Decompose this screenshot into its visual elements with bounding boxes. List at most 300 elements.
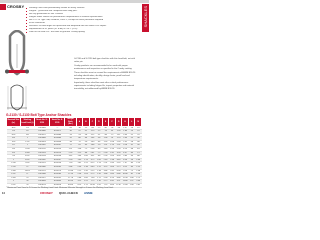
note-paragraph: Importantly, these shackles meet other critical performance requirements including fatigue life, impact properties and material traceability, not addressed by ASME B30.26. — [74, 82, 135, 90]
table-cell: 6.56 — [123, 158, 127, 161]
table-cell: 5.00 — [103, 176, 108, 179]
table-cell: .63 — [84, 144, 88, 147]
column-header: Nominal Size (in.) — [7, 118, 21, 127]
table-cell: .31 — [136, 133, 140, 136]
table-cell: .50 — [136, 144, 140, 147]
table-cell: 1019480 — [50, 133, 65, 137]
table-cell: .44 — [130, 151, 133, 154]
table-cell: 2.00 — [84, 176, 88, 179]
table-cell: 2.91 — [103, 162, 108, 165]
table-cell: .63 — [130, 162, 133, 165]
table-cell: 7/8 — [7, 155, 21, 159]
note-paragraph: Crosby products are recommended to be used with proper maintenance and inspection as specified in the Crosby catalog. — [74, 65, 133, 70]
table-cell: 3.31 — [110, 169, 114, 172]
table-cell: 13.68 — [122, 180, 128, 183]
table-cell: .53 — [78, 133, 81, 136]
table-cell: 4.19 — [110, 176, 114, 179]
table-cell: 3/16 — [7, 126, 21, 130]
section-tab[interactable] — [142, 4, 149, 32]
table-cell: 1019524 — [34, 151, 49, 155]
table-cell: 3.50 — [116, 151, 121, 154]
table-cell: .38 — [130, 148, 133, 151]
table-cell: 1019533 — [34, 155, 49, 159]
table-cell: .31 — [130, 144, 133, 147]
table-cell: .66 — [78, 137, 81, 140]
table-cell: 12 — [20, 166, 34, 170]
column-header: H — [122, 118, 129, 127]
table-footnote: * Maximum Proof Load is 2.0 times the Working Load Limit. Minimum Ultimate Strength is 6 times the Working Load Limit. — [6, 187, 114, 189]
table-cell: 1.44 — [77, 155, 82, 158]
shackle-drawing — [4, 30, 30, 82]
table-cell: .16 — [130, 126, 133, 129]
table-cell: 1.28 — [116, 130, 121, 133]
table-cell: 1.78 — [116, 137, 121, 140]
table-cell: 2.62 — [136, 184, 141, 186]
table-cell: 1019551 — [34, 162, 49, 166]
table-cell: 1.44 — [90, 137, 95, 140]
table-cell: .91 — [110, 137, 114, 140]
table-cell: .81 — [130, 173, 133, 176]
spec-item: Hot Dip galvanized or Self Colored. — [26, 13, 136, 16]
table-cell: 1.31 — [103, 144, 108, 147]
footer-logo-crosby: CROSBY — [40, 191, 53, 195]
table-cell: 1019613 — [34, 184, 49, 188]
table-cell: 6.38 — [116, 169, 121, 172]
table-cell: 35 — [20, 180, 34, 184]
table-cell: .50 — [97, 144, 101, 147]
column-header: B — [83, 118, 90, 127]
table-cell: 1019498 — [50, 140, 65, 144]
table-cell: 8.86 — [116, 176, 121, 179]
table-title: G-2130 / S-2130 Bolt Type Anchor Shackles — [6, 113, 72, 117]
table-cell: 1/2 — [7, 144, 21, 148]
table-cell: 3.88 — [103, 173, 108, 176]
table-cell: 2 — [7, 180, 21, 184]
table-cell: 7.75 — [90, 180, 95, 183]
brand-logo — [0, 4, 25, 10]
table-cell: .44 — [97, 140, 101, 143]
column-header: Stock No. G-2130 — [34, 118, 49, 127]
table-cell: 1019484 — [34, 137, 49, 141]
table-cell: .19 — [136, 126, 140, 129]
column-header: E — [102, 118, 109, 127]
table-cell: .56 — [130, 158, 133, 161]
footer-logos — [40, 190, 110, 196]
table-cell: 1.00 — [129, 176, 134, 179]
spec-item: Look for the Red Pin - the mark of genuine Crosby quality. — [26, 31, 136, 34]
table-cell: 1019466 — [34, 130, 49, 134]
table-cell: 1.25 — [84, 162, 88, 165]
table-cell: .61 — [110, 130, 114, 133]
spec-item: Working Load Limit permanently shown on every shackle. — [26, 7, 136, 10]
table-cell: 12.87 — [116, 184, 121, 186]
table-cell: 2.00 — [103, 151, 108, 154]
table-cell: 2.38 — [90, 148, 95, 151]
table-cell: .19 — [65, 133, 76, 137]
spec-item: Forged - Quenched and Tempered with alloy pins. — [26, 10, 136, 13]
table-cell: 1.81 — [77, 162, 82, 165]
table-cell: 4.69 — [116, 158, 121, 161]
table-cell: 4-3/4 — [20, 151, 34, 155]
table-cell: 1.84 — [123, 130, 127, 133]
footer-logo-quic-check: QUIC-CHECK — [58, 191, 79, 195]
table-cell: 83.00 — [65, 184, 76, 188]
table-header-row — [7, 118, 142, 127]
table-cell: 1019515 — [34, 148, 49, 152]
table-cell: 6-1/2 — [20, 155, 34, 159]
table-cell: 1019507 — [50, 144, 65, 148]
spec-item: requirements of 42 joules (31 ft-lbf) at -20 C (-4 F). — [26, 28, 136, 31]
table-cell: 1.50 — [97, 173, 101, 176]
table-cell: 1.06 — [77, 148, 82, 151]
table-cell: 4.03 — [116, 155, 121, 158]
table-cell: .88 — [97, 155, 101, 158]
table-cell: 3.31 — [90, 155, 95, 158]
table-cell: .19 — [97, 126, 101, 129]
section-tab-label: SHACKLES — [143, 6, 148, 28]
table-cell: 2.75 — [84, 184, 88, 186]
table-cell: 1.22 — [90, 133, 95, 136]
table-cell: .63 — [136, 148, 140, 151]
table-cell: 2 — [20, 144, 34, 148]
table-cell: 2.28 — [103, 155, 108, 158]
table-cell: 27.78 — [65, 176, 76, 180]
table-cell: 3.28 — [123, 144, 127, 147]
table-cell: 1.50 — [110, 148, 114, 151]
table-cell: 1.25 — [77, 151, 82, 154]
table-cell: 1019493 — [34, 140, 49, 144]
table-cell: 1.13 — [90, 130, 95, 133]
table-cell: 1.69 — [103, 148, 108, 151]
table-cell: 1.25 — [136, 166, 141, 169]
table-cell: 1.25 — [97, 166, 101, 169]
table-cell: .63 — [97, 148, 101, 151]
table-cell: 1.00 — [84, 155, 88, 158]
table-cell: 1.50 — [136, 173, 141, 176]
table-cell: 5/16 — [7, 133, 21, 137]
table-cell: .10 — [65, 130, 76, 134]
table-cell: 1.75 — [136, 176, 141, 179]
table-cell: 1-1/2 — [20, 140, 34, 144]
table-cell: 2.10 — [97, 180, 101, 183]
page-number: 14 — [2, 192, 5, 195]
table-cell: 1.06 — [110, 140, 114, 143]
table-cell: 1.13 — [97, 162, 101, 165]
table-cell: 1.38 — [84, 166, 88, 169]
table-cell: 1019542 — [34, 158, 49, 162]
table-cell: 1.81 — [110, 151, 114, 154]
table-cell: 1-3/8 — [7, 169, 21, 173]
table-cell: 1/3 — [20, 126, 34, 130]
table-cell: 3.66 — [103, 169, 108, 172]
table-cell: 7.47 — [123, 162, 127, 165]
table-cell: 1019609 — [50, 180, 65, 184]
table-cell: 3.75 — [90, 158, 95, 161]
table-cell: 1.47 — [123, 126, 127, 129]
table-cell: 3/4 — [7, 151, 21, 155]
table-cell: 1.69 — [77, 158, 82, 161]
table-cell: 4.81 — [110, 180, 114, 183]
table-cell: 17.50 — [65, 173, 76, 177]
table-cell: 2.00 — [136, 180, 141, 183]
table-cell: 2.09 — [123, 133, 127, 136]
column-header: L — [128, 118, 135, 127]
table-cell: 13-1/2 — [20, 169, 34, 173]
table-body — [7, 126, 142, 187]
table-cell: 1.00 — [97, 158, 101, 161]
spec-item: Fatigue rated. Meets the performance requirements of Federal Specification — [26, 16, 136, 19]
table-cell: 2.25 — [84, 180, 88, 183]
table-cell: 1-1/4 — [7, 166, 21, 170]
table-cell: .88 — [84, 151, 88, 154]
table-cell: 2.69 — [103, 158, 108, 161]
table-cell: 4.69 — [90, 166, 95, 169]
table-cell: 6.00 — [110, 184, 114, 186]
table-cell: 1019489 — [50, 137, 65, 141]
spec-list — [26, 7, 136, 34]
table-cell: .75 — [97, 151, 101, 154]
brand-mark — [0, 4, 6, 10]
table-cell: 5/8 — [7, 148, 21, 152]
table-cell: 1.69 — [90, 140, 95, 143]
table-cell: .31 — [97, 133, 101, 136]
table-cell: 6.88 — [116, 173, 121, 176]
table-cell: .22 — [130, 133, 133, 136]
table-cell: 17.84 — [122, 184, 128, 186]
table-cell: 1019588 — [34, 173, 49, 177]
table-cell: 1019597 — [34, 176, 49, 180]
table-cell: 17 — [20, 173, 34, 177]
table-cell: .81 — [78, 144, 81, 147]
table-cell: 2.25 — [77, 169, 82, 172]
table-cell: 1-3/4 — [7, 176, 21, 180]
table-cell: 1 — [7, 158, 21, 162]
notes-block — [74, 58, 140, 92]
footer-logo-asme: ASME — [84, 191, 93, 195]
table-cell: 4.19 — [123, 148, 127, 151]
table-cell: 2.03 — [116, 140, 121, 143]
table-cell: 1.38 — [97, 169, 101, 172]
table-cell: 1019574 — [50, 169, 65, 173]
table-cell: 3.63 — [110, 173, 114, 176]
table-cell: 41.00 — [65, 180, 76, 184]
table-cell: 1019583 — [50, 173, 65, 177]
table-cell: .38 — [97, 137, 101, 140]
column-header: Weight Each (lbs.) — [65, 118, 76, 127]
table-cell: 1.63 — [84, 173, 88, 176]
table-cell: 2.62 — [97, 184, 101, 186]
table-cell: 1019547 — [50, 158, 65, 162]
table-cell: 1019565 — [50, 166, 65, 170]
table-cell: 3/8 — [7, 137, 21, 141]
table-cell: .31 — [84, 130, 88, 133]
column-header: G — [115, 118, 122, 127]
table-cell: 1.50 — [84, 169, 88, 172]
table-cell: 1019592 — [50, 176, 65, 180]
table-cell: 7.00 — [90, 176, 95, 179]
table-cell: 1.13 — [136, 162, 141, 165]
table-cell: .38 — [78, 126, 81, 129]
table-cell: .47 — [78, 130, 81, 133]
table-cell: .72 — [65, 144, 76, 148]
table-cell: 1019475 — [34, 133, 49, 137]
table-cell: 1019520 — [50, 148, 65, 152]
table-cell: 2.09 — [110, 155, 114, 158]
table-cell: 7/16 — [7, 140, 21, 144]
table-cell: .44 — [136, 140, 140, 143]
table-cell: .25 — [136, 130, 140, 133]
table-cell: .25 — [130, 137, 133, 140]
table-cell: 1019579 — [34, 169, 49, 173]
table-cell: 1019556 — [50, 162, 65, 166]
table-cell: 1.37 — [65, 148, 76, 152]
table-cell: .31 — [65, 137, 76, 141]
table-cell: 3.62 — [65, 155, 76, 159]
table-cell: .98 — [117, 126, 120, 129]
table-cell: 1.03 — [103, 137, 108, 140]
table-cell: .38 — [84, 133, 88, 136]
table-cell: .88 — [91, 126, 94, 129]
note-paragraph: These shackles meet or exceed the requirements of ASME B30.26 including identification, ductility, design factor, proof load and temperature requirements. — [74, 72, 136, 80]
spec-item: of the contractor. — [26, 22, 136, 25]
table-cell: 5.75 — [103, 180, 108, 183]
table-cell: 1019502 — [34, 144, 49, 148]
table-cell: 8.25 — [123, 166, 127, 169]
table-cell: 25 — [20, 176, 34, 180]
table-cell: 7.25 — [103, 184, 108, 186]
table-cell: 2.91 — [123, 140, 127, 143]
table-cell: 5.25 — [90, 169, 95, 172]
table-cell: 5.75 — [90, 173, 95, 176]
table-cell: 55 — [20, 184, 34, 188]
table-cell: 1019560 — [34, 166, 49, 170]
column-header: D — [96, 118, 103, 127]
table-cell: 1.22 — [129, 180, 134, 183]
table-cell: .75 — [136, 151, 140, 154]
table-cell: 1.75 — [97, 176, 101, 179]
table-cell: 2.81 — [90, 151, 95, 154]
table-cell: 2.35 — [65, 151, 76, 155]
spec-item: Shackles 55t and larger are quenched and tempered and can meet DNV impact — [26, 25, 136, 28]
top-band — [0, 0, 149, 3]
column-header: M — [135, 118, 142, 127]
table-cell: .06 — [65, 126, 76, 130]
specifications-table — [6, 117, 142, 188]
table-cell: .84 — [104, 133, 107, 136]
table-cell: 9.16 — [123, 169, 127, 172]
table-cell: 1.38 — [136, 169, 141, 172]
note-paragraph: G-2130 and S-2130 bolt type shackles with thin head bolt, nut with cotter pin. — [74, 58, 135, 63]
shackle-dimension-drawing — [6, 84, 28, 112]
table-cell: 4.25 — [90, 162, 95, 165]
table-cell: 2.03 — [77, 166, 82, 169]
column-header: Stock No. S-2130 — [50, 118, 65, 127]
table-cell: 1019464 — [34, 126, 49, 130]
table-cell: 2.38 — [110, 158, 114, 161]
table-cell: 1-1/8 — [7, 162, 21, 166]
table-cell: .28 — [130, 140, 133, 143]
table-cell: .56 — [110, 126, 114, 129]
table-cell: .75 — [130, 169, 133, 172]
table-cell: .25 — [97, 130, 101, 133]
table-cell: 2.38 — [77, 173, 82, 176]
table-cell: 1019618 — [50, 184, 65, 188]
table-cell: .75 — [84, 148, 88, 151]
table-cell: .38 — [136, 137, 140, 140]
table-cell: 2-1/2 — [7, 184, 21, 188]
table-cell: 10.00 — [122, 173, 128, 176]
table-cell: .69 — [130, 166, 133, 169]
table-cell: 1019604 — [34, 180, 49, 184]
table-cell: .88 — [136, 155, 140, 158]
table-cell: 3.25 — [103, 166, 108, 169]
table-cell: .38 — [65, 140, 76, 144]
table-cell: 9.97 — [116, 180, 121, 183]
table-cell: 1019529 — [50, 151, 65, 155]
table-cell: 2.31 — [116, 144, 121, 147]
table-cell: 2.94 — [116, 148, 121, 151]
column-header: Working Load Limit (t) — [20, 118, 34, 127]
table-cell: 1.13 — [84, 158, 88, 161]
table-cell: 2.69 — [110, 162, 114, 165]
table-cell: .19 — [130, 130, 133, 133]
table-cell: 1.44 — [129, 184, 134, 186]
table-cell: .75 — [110, 133, 114, 136]
table-cell: 1-1/2 — [7, 173, 21, 177]
table-cell: 3.25 — [77, 180, 82, 183]
table-cell: 1.00 — [136, 158, 141, 161]
table-cell: 1.16 — [103, 140, 108, 143]
column-header: F — [109, 118, 116, 127]
table-cell: 7.18 — [65, 162, 76, 166]
table-cell: 2.88 — [77, 176, 82, 179]
table-cell: 3/4 — [20, 133, 34, 137]
brand-name: CROSBY — [7, 4, 25, 9]
table-cell: .60 — [104, 126, 107, 129]
spec-item: RR-C-271F Type IVA, Grade A, Class 2, except for those provisions required — [26, 19, 136, 22]
table-cell: — — [50, 126, 65, 130]
table-cell: 1/2 — [20, 130, 34, 134]
table-cell: 9-1/2 — [20, 162, 34, 166]
table-cell: 3.00 — [110, 166, 114, 169]
table-cell: 9.86 — [65, 166, 76, 170]
table-cell: 5.30 — [65, 158, 76, 162]
table-cell: 1/4 — [7, 130, 21, 134]
table-cell: 4.13 — [77, 184, 82, 186]
table-cell: 1 — [20, 137, 34, 141]
table-cell: 12.68 — [65, 169, 76, 173]
table-cell: 1019538 — [50, 155, 65, 159]
table-cell: .25 — [84, 126, 88, 129]
column-header: A — [76, 118, 83, 127]
table-cell: 1.19 — [110, 144, 114, 147]
table-cell: 5.75 — [116, 166, 121, 169]
table-cell: 8-1/2 — [20, 158, 34, 162]
table-cell: 5.16 — [116, 162, 121, 165]
table-cell: 10.50 — [90, 184, 95, 186]
table-cell: 1019471 — [50, 130, 65, 134]
column-header: C — [89, 118, 96, 127]
table-cell: .75 — [78, 140, 81, 143]
table-cell: 2.49 — [123, 137, 127, 140]
table-cell: .50 — [130, 155, 133, 158]
table-cell: 1.88 — [90, 144, 95, 147]
table-cell: 1.47 — [116, 133, 121, 136]
table-cell: 12.34 — [122, 176, 128, 179]
table-cell: .50 — [84, 140, 88, 143]
table-cell: .78 — [104, 130, 107, 133]
table-cell: .44 — [84, 137, 88, 140]
